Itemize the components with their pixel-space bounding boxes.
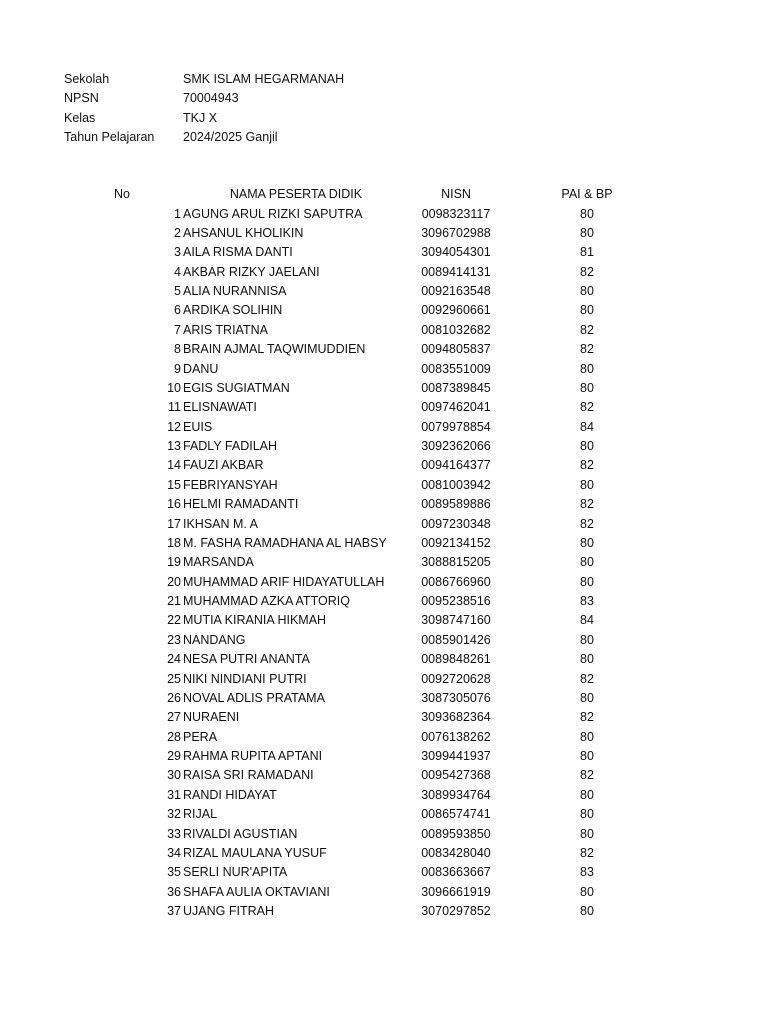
student-name: HELMI RAMADANTI [183, 497, 299, 512]
table-row [0, 786, 768, 805]
row-number: 7 [174, 322, 181, 337]
header-name: NAMA PESERTA DIDIK [229, 187, 363, 201]
student-score: 80 [580, 729, 594, 744]
row-number: 12 [167, 419, 181, 434]
student-nisn: 3087305076 [421, 690, 491, 705]
table-row [0, 747, 768, 766]
row-number: 36 [167, 884, 181, 899]
row-number: 1 [174, 206, 181, 221]
row-number: 8 [174, 342, 181, 357]
student-nisn: 0097230348 [421, 516, 491, 531]
row-number: 10 [167, 380, 181, 395]
student-score: 82 [580, 342, 594, 357]
student-score: 82 [580, 768, 594, 783]
student-name: ALIA NURANNISA [183, 284, 287, 298]
student-score: 80 [580, 749, 594, 763]
row-number: 17 [167, 516, 181, 531]
student-score: 80 [580, 380, 594, 395]
student-nisn: 3099441937 [421, 749, 491, 763]
student-name: ARIS TRIATNA [183, 322, 268, 337]
row-number: 2 [174, 225, 181, 240]
student-nisn: 0092163548 [421, 284, 491, 298]
table-header [0, 185, 768, 204]
student-name: AKBAR RIZKY JAELANI [183, 264, 320, 279]
student-nisn: 0092720628 [421, 671, 491, 686]
student-name: NURAENI [183, 710, 240, 725]
student-score: 82 [580, 516, 594, 531]
info-row-school [64, 70, 344, 89]
student-nisn: 0089593850 [421, 826, 491, 841]
student-nisn: 3070297852 [421, 904, 491, 918]
row-number: 26 [167, 690, 181, 705]
table-row [0, 301, 768, 320]
row-number: 14 [167, 458, 181, 473]
student-score: 80 [580, 555, 594, 570]
student-nisn: 3096661919 [421, 884, 491, 899]
table-row [0, 515, 768, 534]
info-label: Kelas [64, 110, 96, 125]
row-number: 16 [167, 497, 181, 512]
student-name: IKHSAN M. A [183, 516, 259, 531]
student-score: 80 [580, 690, 594, 705]
student-name: AILA RISMA DANTI [183, 245, 293, 260]
info-value: SMK ISLAM HEGARMANAH [183, 72, 345, 86]
table-row [0, 456, 768, 475]
table-row [0, 282, 768, 301]
student-score: 80 [580, 439, 594, 453]
student-name: MUTIA KIRANIA HIKMAH [183, 613, 327, 628]
student-nisn: 0083551009 [421, 361, 491, 376]
info-value: 70004943 [183, 91, 239, 106]
student-nisn: 0085901426 [421, 632, 491, 647]
table-row [0, 360, 768, 379]
table-row [0, 418, 768, 437]
table-row [0, 863, 768, 882]
student-name: NANDANG [183, 632, 246, 647]
table-row [0, 670, 768, 689]
student-nisn: 0086574741 [421, 807, 491, 822]
info-value: TKJ X [183, 110, 218, 125]
table-row [0, 553, 768, 572]
row-number: 29 [167, 749, 181, 763]
student-score: 82 [580, 322, 594, 337]
student-nisn: 3098747160 [421, 613, 491, 628]
row-number: 37 [167, 904, 181, 918]
student-nisn: 0083428040 [421, 845, 491, 860]
table-row [0, 631, 768, 650]
student-name: AGUNG ARUL RIZKI SAPUTRA [183, 206, 363, 221]
row-number: 24 [167, 652, 181, 667]
student-nisn: 0094164377 [421, 458, 491, 473]
student-name: ELISNAWATI [183, 400, 257, 415]
student-score: 80 [580, 361, 594, 376]
student-score: 84 [580, 419, 594, 434]
row-number: 27 [167, 710, 181, 725]
student-score: 80 [580, 284, 594, 298]
student-nisn: 0097462041 [421, 400, 491, 415]
student-name: MARSANDA [183, 555, 254, 570]
student-name: UJANG FITRAH [183, 904, 274, 918]
student-name: RAISA SRI RAMADANI [183, 768, 314, 783]
row-number: 32 [167, 807, 181, 822]
table-row [0, 766, 768, 785]
student-score: 82 [580, 671, 594, 686]
student-name: AHSANUL KHOLIKIN [183, 225, 304, 240]
student-score: 82 [580, 710, 594, 725]
info-label: NPSN [64, 91, 99, 106]
student-name: FADLY FADILAH [183, 439, 278, 453]
student-name: PERA [183, 729, 218, 744]
student-nisn: 0094805837 [421, 342, 491, 357]
table-row [0, 805, 768, 824]
student-name: RIVALDI AGUSTIAN [183, 826, 298, 841]
row-number: 13 [167, 439, 181, 453]
student-score: 82 [580, 400, 594, 415]
info-row-year [64, 128, 344, 147]
table-row [0, 321, 768, 340]
table-row [0, 611, 768, 630]
student-nisn: 0089414131 [421, 264, 491, 279]
row-number: 4 [174, 264, 181, 279]
info-label: Sekolah [64, 72, 110, 86]
student-score: 80 [580, 807, 594, 822]
student-name: SHAFA AULIA OKTAVIANI [183, 884, 330, 899]
student-name: NIKI NINDIANI PUTRI [183, 671, 307, 686]
student-score: 80 [580, 535, 594, 550]
table-row [0, 243, 768, 262]
student-name: RAHMA RUPITA APTANI [183, 749, 323, 763]
header-no: No [114, 187, 130, 201]
student-nisn: 3096702988 [421, 225, 491, 240]
student-nisn: 0081003942 [421, 477, 491, 492]
table-row [0, 340, 768, 359]
info-value: 2024/2025 Ganjil [183, 130, 278, 145]
student-name: MUHAMMAD ARIF HIDAYATULLAH [183, 574, 385, 589]
student-score: 80 [580, 225, 594, 240]
student-name: NESA PUTRI ANANTA [183, 652, 310, 667]
student-score: 80 [580, 652, 594, 667]
row-number: 33 [167, 826, 181, 841]
row-number: 22 [167, 613, 181, 628]
student-nisn: 0081032682 [421, 322, 491, 337]
table-row [0, 437, 768, 456]
student-score: 82 [580, 845, 594, 860]
student-nisn: 3088815205 [421, 555, 491, 570]
table-row [0, 379, 768, 398]
student-name: M. FASHA RAMADHANA AL HABSY [183, 535, 387, 550]
student-nisn: 3092362066 [421, 439, 491, 453]
table-row [0, 883, 768, 902]
student-score: 80 [580, 206, 594, 221]
row-number: 34 [167, 845, 181, 860]
row-number: 11 [168, 400, 181, 415]
student-nisn: 0079978854 [421, 419, 491, 434]
student-nisn: 0092134152 [421, 535, 491, 550]
student-name: SERLI NUR'APITA [183, 865, 288, 880]
row-number: 35 [167, 865, 181, 880]
student-name: EUIS [183, 419, 213, 434]
row-number: 20 [167, 574, 181, 589]
table-row [0, 708, 768, 727]
row-number: 23 [167, 632, 181, 647]
info-row-npsn [64, 89, 344, 108]
row-number: 19 [167, 555, 181, 570]
student-score: 80 [580, 826, 594, 841]
student-name: FEBRIYANSYAH [183, 477, 278, 492]
row-number: 3 [174, 245, 181, 260]
student-score: 83 [580, 865, 594, 880]
header-nisn: NISN [441, 187, 471, 201]
table-row [0, 592, 768, 611]
student-name: FAUZI AKBAR [183, 458, 264, 473]
student-name: DANU [183, 361, 219, 376]
student-score: 82 [580, 264, 594, 279]
student-score: 80 [580, 904, 594, 918]
student-score: 80 [580, 884, 594, 899]
table-row [0, 825, 768, 844]
header-score: PAI & BP [561, 187, 613, 201]
student-score: 82 [580, 458, 594, 473]
student-nisn: 0089848261 [421, 652, 491, 667]
student-nisn: 0076138262 [421, 729, 491, 744]
table-row [0, 476, 768, 495]
student-nisn: 0083663667 [421, 865, 491, 880]
student-nisn: 0087389845 [421, 380, 491, 395]
student-score: 81 [580, 245, 594, 260]
row-number: 9 [174, 361, 181, 376]
table-row [0, 573, 768, 592]
student-name: ARDIKA SOLIHIN [183, 303, 283, 318]
student-name: RANDI HIDAYAT [183, 787, 277, 802]
student-nisn: 0098323117 [421, 206, 491, 221]
table-row [0, 689, 768, 708]
student-score: 84 [580, 613, 594, 628]
student-table-body [0, 205, 768, 922]
row-number: 18 [167, 535, 181, 550]
student-name: RIZAL MAULANA YUSUF [183, 845, 327, 860]
school-info [64, 70, 344, 148]
student-score: 80 [580, 574, 594, 589]
student-name: NOVAL ADLIS PRATAMA [183, 690, 325, 705]
student-nisn: 0089589886 [421, 497, 491, 512]
table-row [0, 844, 768, 863]
table-row [0, 902, 768, 921]
table-row [0, 728, 768, 747]
info-row-class [64, 109, 344, 128]
student-name: BRAIN AJMAL TAQWIMUDDIEN [183, 342, 366, 357]
row-number: 21 [167, 594, 181, 608]
table-row [0, 224, 768, 243]
student-nisn: 0092960661 [421, 303, 491, 318]
student-nisn: 0095238516 [421, 594, 491, 608]
student-nisn: 3094054301 [421, 245, 491, 260]
student-score: 80 [580, 477, 594, 492]
student-score: 83 [580, 594, 594, 608]
student-name: RIJAL [183, 807, 218, 822]
table-row [0, 263, 768, 282]
student-score: 82 [580, 497, 594, 512]
info-label: Tahun Pelajaran [64, 130, 155, 145]
table-row [0, 398, 768, 417]
student-nisn: 0086766960 [421, 574, 491, 589]
table-row [0, 495, 768, 514]
row-number: 30 [167, 768, 181, 783]
student-score: 80 [580, 632, 594, 647]
row-number: 5 [174, 284, 181, 298]
student-nisn: 3089934764 [421, 787, 491, 802]
student-name: EGIS SUGIATMAN [183, 380, 290, 395]
student-nisn: 0095427368 [421, 768, 491, 783]
table-row [0, 205, 768, 224]
student-score: 80 [580, 303, 594, 318]
row-number: 6 [174, 303, 181, 318]
row-number: 28 [167, 729, 181, 744]
row-number: 25 [167, 671, 181, 686]
table-row [0, 534, 768, 553]
row-number: 15 [167, 477, 181, 492]
student-score: 80 [580, 787, 594, 802]
student-nisn: 3093682364 [421, 710, 491, 725]
student-name: MUHAMMAD AZKA ATTORIQ [183, 594, 350, 608]
table-row [0, 650, 768, 669]
row-number: 31 [167, 787, 181, 802]
